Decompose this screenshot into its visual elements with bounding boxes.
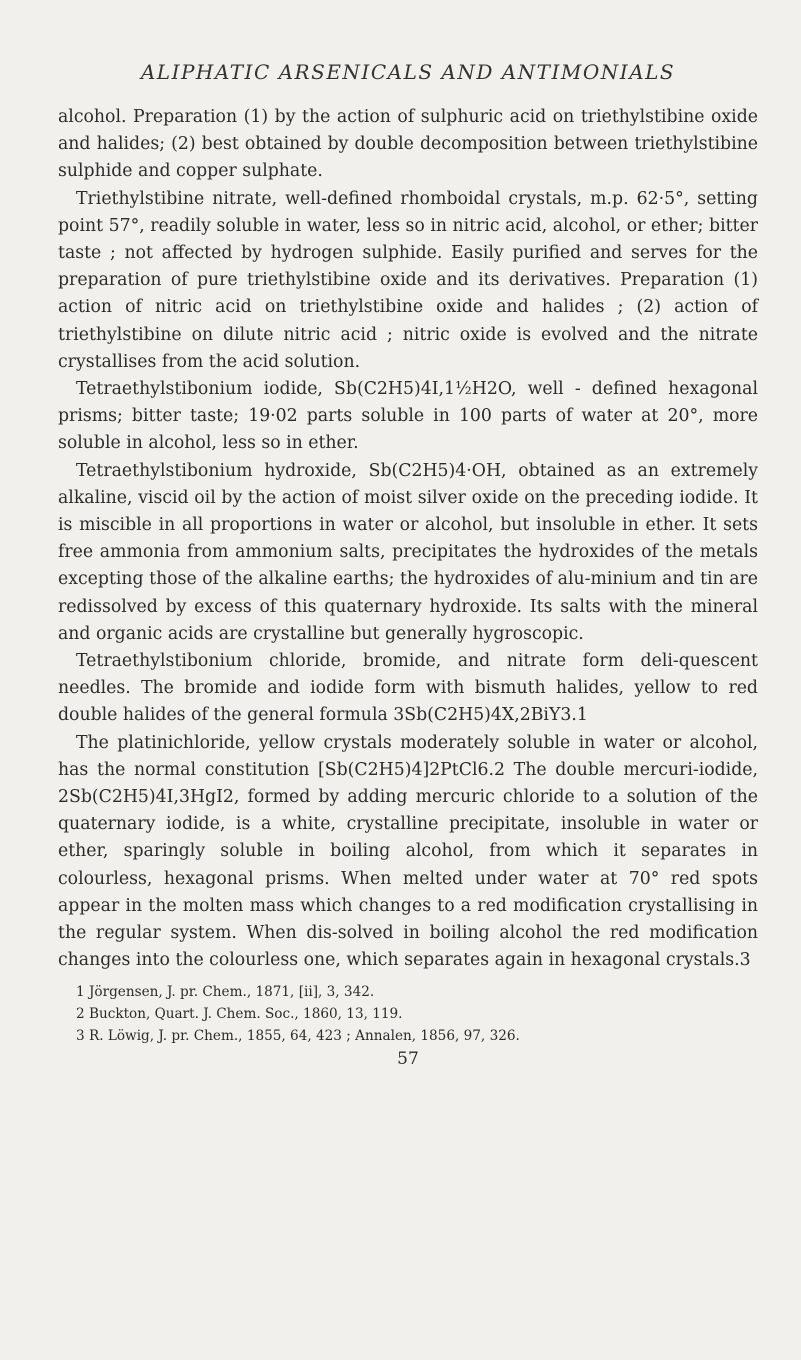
running-header: ALIPHATIC ARSENICALS AND ANTIMONIALS xyxy=(140,60,676,84)
paragraph-6 xyxy=(58,730,758,975)
body-text xyxy=(58,104,758,975)
paragraph-5-text: Tetraethylstibonium chloride, bromide, and nitrate form deli-quescent needles. The bromide and iodide form with bismuth halides, yellow to red double halides of the general formula 3Sb(C2H5)4X,2BiY3.1 xyxy=(58,651,758,726)
footnote-2: 2 Buckton, Quart. J. Chem. Soc., 1860, 13, 119. xyxy=(76,1005,403,1022)
paragraph-3-text: Tetraethylstibonium iodide, Sb(C2H5)4I,1½H2O, well - defined hexagonal prisms; bitter taste; 19·02 parts soluble in 100 parts of water at 20°, more soluble in alcohol, less so in ether. xyxy=(58,379,758,454)
paragraph-6-text: The platinichloride, yellow crystals moderately soluble in water or alcohol, has the normal constitution [Sb(C2H5)4]2PtCl6.2 The double mercuri-iodide, 2Sb(C2H5)4I,3HgI2, formed by adding mercuric chloride to a solution of the quaternary iodide, is a white, crystalline precipitate, insoluble in water or ether, sparingly soluble in boiling alcohol, from which it separates in colourless, hexagonal prisms. When melted under water at 70° red spots appear in the molten mass which changes to a red modification crystallising in the regular system. When dis-solved in boiling alcohol the red modification changes into the colourless one, which separates again in hexagonal crystals.3 xyxy=(58,732,758,971)
paragraph-4 xyxy=(58,458,758,648)
paragraph-2 xyxy=(58,186,758,376)
paragraph-4-text: Tetraethylstibonium hydroxide, Sb(C2H5)4·OH, obtained as an extremely alkaline, viscid oil by the action of moist silver oxide on the preceding iodide. It is miscible in all proportions in water or alcohol, but insoluble in ether. It sets free ammonia from ammonium salts, precipitates the hydroxides of the metals excepting those of the alkaline earths; the hydroxides of alu-minium and tin are redissolved by excess of this quaternary hydroxide. Its salts with the mineral and organic acids are crystalline but generally hygroscopic. xyxy=(58,460,758,644)
footnote-1: 1 Jörgensen, J. pr. Chem., 1871, [ii], 3, 342. xyxy=(76,983,375,1000)
paragraph-5 xyxy=(58,648,758,730)
page xyxy=(58,60,758,1069)
paragraph-1-text: alcohol. Preparation (1) by the action of sulphuric acid on triethylstibine oxide and halides; (2) best obtained by double decomposition between triethylstibine sulphide and copper sulphate. xyxy=(58,107,758,182)
footnotes xyxy=(58,981,758,1047)
footnote-3: 3 R. Löwig, J. pr. Chem., 1855, 64, 423 ; Annalen, 1856, 97, 326. xyxy=(76,1027,520,1044)
page-number: 57 xyxy=(397,1048,419,1069)
paragraph-2-text: Triethylstibine nitrate, well-defined rhomboidal crystals, m.p. 62·5°, setting point 57°, readily soluble in water, less so in nitric acid, alcohol, or ether; bitter taste ; not affected by hydrogen sulphide. Easily purified and serves for the preparation of pure triethylstibine oxide and its derivatives. Preparation (1) action of nitric acid on triethylstibine oxide and halides ; (2) action of triethylstibine on dilute nitric acid ; nitric oxide is evolved and the nitrate crystallises from the acid solution. xyxy=(58,188,758,372)
paragraph-3 xyxy=(58,376,758,458)
paragraph-1 xyxy=(58,104,758,186)
